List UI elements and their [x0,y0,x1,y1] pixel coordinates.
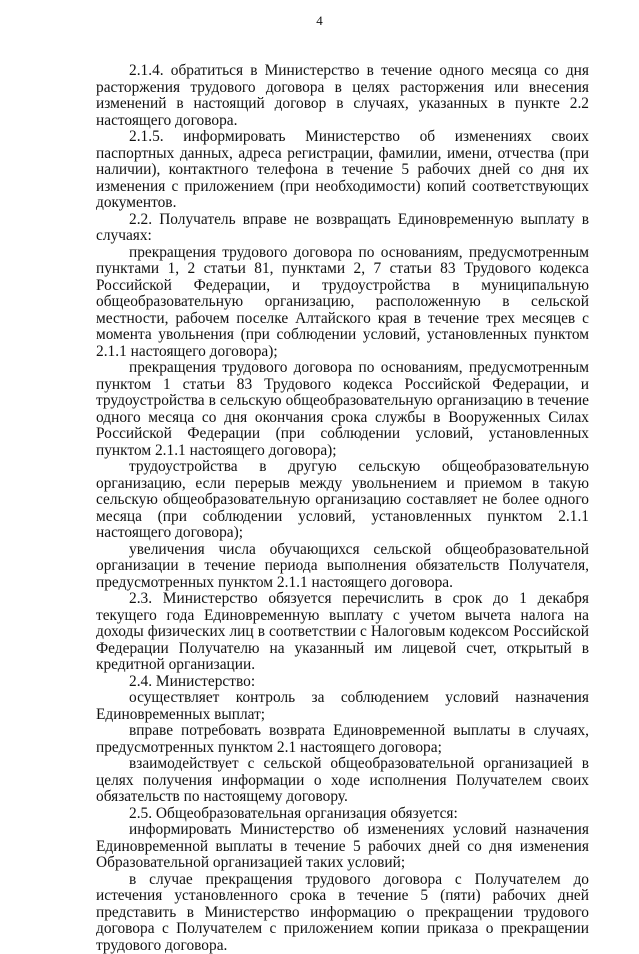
paragraph-2-2-case-3: трудоустройства в другую сельскую общеобразовательную организацию, если перерыв между увольнением и приемом в такую сельскую общеобразовательную организацию составляет не более одного месяца (при соблюдении условий, установленных пунктом 2.1.1 настоящего договора); [96,459,589,542]
paragraph-2-2-case-2: прекращения трудового договора по основаниям, предусмотренным пунктом 1 статьи 83 Трудового кодекса Российской Федерации, и трудоустройства в сельскую общеобразовательную организацию в течение одного месяца со дня окончания срока службы в Вооруженных Силах Российской Федерации (при соблюдении условий, установленных пунктом 2.1.1 настоящего договора); [96,360,589,459]
paragraph-2-5: 2.5. Общеобразовательная организация обязуется: [96,806,589,823]
page-number: 4 [0,13,639,29]
paragraph-2-4-item-1: осуществляет контроль за соблюдением условий назначения Единовременных выплат; [96,690,589,723]
paragraph-2-1-5: 2.1.5. информировать Министерство об изменениях своих паспортных данных, адреса регистрации, фамилии, имени, отчества (при наличии), контактного телефона в течение 5 рабочих дней со дня их изменения с приложением (при необходимости) копий соответствующих документов. [96,129,589,212]
paragraph-2-5-item-2: в случае прекращения трудового договора с Получателем до истечения установленного срока в течение 5 (пяти) рабочих дней представить в Министерство информацию о прекращении трудового договора с Получателем с приложением копии приказа о прекращении трудового договора. [96,872,589,954]
paragraph-2-5-item-1: информировать Министерство об изменениях условий назначения Единовременной выплаты в течение 5 рабочих дней со дня изменения Образовательной организацией таких условий; [96,822,589,872]
document-body [96,63,589,954]
paragraph-2-4-item-2: вправе потребовать возврата Единовременной выплаты в случаях, предусмотренных пунктом 2.1 настоящего договора; [96,723,589,756]
paragraph-2-3: 2.3. Министерство обязуется перечислить в срок до 1 декабря текущего года Единовременную выплату с учетом вычета налога на доходы физических лиц в соответствии с Налоговым кодексом Российской Федерации Получателю на указанный им лицевой счет, открытый в кредитной организации. [96,591,589,674]
paragraph-2-1-4: 2.1.4. обратиться в Министерство в течение одного месяца со дня расторжения трудового договора в целях расторжения или внесения изменений в настоящий договор в случаях, указанных в пункте 2.2 настоящего договора. [96,63,589,129]
paragraph-2-4: 2.4. Министерство: [96,674,589,691]
paragraph-2-2: 2.2. Получатель вправе не возвращать Единовременную выплату в случаях: [96,212,589,245]
paragraph-2-2-case-1: прекращения трудового договора по основаниям, предусмотренным пунктами 1, 2 статьи 81, пунктами 2, 7 статьи 83 Трудового кодекса Российской Федерации, и трудоустройства в муниципальную общеобразовательную организацию, расположенную в сельской местности, рабочем поселке Алтайского края в течение трех месяцев с момента увольнения (при соблюдении условий, установленных пунктом 2.1.1 настоящего договора); [96,245,589,361]
paragraph-2-2-case-4: увеличения числа обучающихся сельской общеобразовательной организации в течение периода выполнения обязательств Получателя, предусмотренных пунктом 2.1.1 настоящего договора. [96,542,589,592]
paragraph-2-4-item-3: взаимодействует с сельской общеобразовательной организацией в целях получения информации о ходе исполнения Получателем своих обязательств по настоящему договору. [96,756,589,806]
